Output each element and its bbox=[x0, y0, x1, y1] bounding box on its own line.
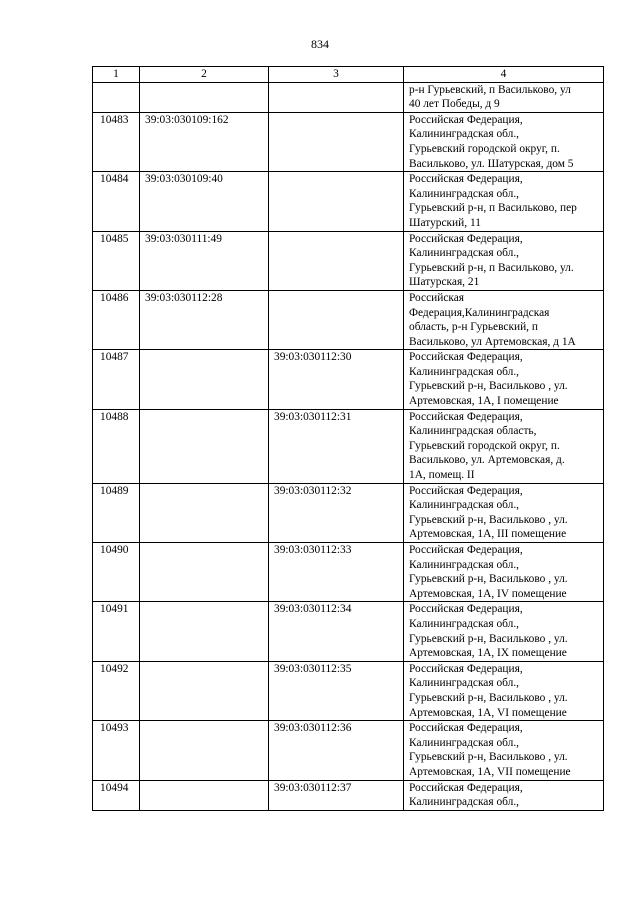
cadastral-number-col3: 39:03:030112:32 bbox=[269, 483, 404, 542]
row-number bbox=[93, 82, 140, 112]
row-number: 10488 bbox=[93, 409, 140, 483]
cadastral-number-col3 bbox=[269, 112, 404, 171]
cadastral-number-col2 bbox=[140, 82, 269, 112]
address-cell: Российская Федерация, Калининградская обл., Гурьевский р-н, Васильково , ул. Артемовская, 1А, IX помещение bbox=[404, 602, 604, 661]
address-cell: Российская Федерация, Калининградская область, Гурьевский городской округ, п. Васильково, ул. Артемовская, д. 1А, помещ. II bbox=[404, 409, 604, 483]
table-row bbox=[93, 483, 604, 542]
column-header-3: 3 bbox=[269, 67, 404, 83]
address-cell: Российская Федерация,Калининградская область, р-н Гурьевский, п Васильково, ул Артемовская, д 1А bbox=[404, 290, 604, 349]
cadastral-number-col2 bbox=[140, 661, 269, 720]
cadastral-number-col2: 39:03:030111:49 bbox=[140, 231, 269, 290]
cadastral-number-col2 bbox=[140, 350, 269, 409]
cadastral-number-col3 bbox=[269, 172, 404, 231]
table-body bbox=[93, 82, 604, 810]
row-number: 10491 bbox=[93, 602, 140, 661]
address-cell: Российская Федерация, Калининградская обл., Гурьевский городской округ, п. Васильково, ул. Шатурская, дом 5 bbox=[404, 112, 604, 171]
column-header-4: 4 bbox=[404, 67, 604, 83]
address-cell: Российская Федерация, Калининградская обл., Гурьевский р-н, Васильково , ул. Артемовская, 1А, VI помещение bbox=[404, 661, 604, 720]
address-cell: Российская Федерация, Калининградская обл., Гурьевский р-н, п Васильково, ул. Шатурская, 21 bbox=[404, 231, 604, 290]
cadastral-number-col2: 39:03:030109:162 bbox=[140, 112, 269, 171]
table-row bbox=[93, 543, 604, 602]
address-cell: Российская Федерация, Калининградская обл., Гурьевский р-н, Васильково , ул. Артемовская, 1А, III помещение bbox=[404, 483, 604, 542]
address-cell: Российская Федерация, Калининградская обл., Гурьевский р-н, п Васильково, пер Шатурский, 11 bbox=[404, 172, 604, 231]
address-cell: р-н Гурьевский, п Васильково, ул 40 лет Победы, д 9 bbox=[404, 82, 604, 112]
row-number: 10486 bbox=[93, 290, 140, 349]
table-row bbox=[93, 290, 604, 349]
cadastral-number-col2 bbox=[140, 602, 269, 661]
row-number: 10494 bbox=[93, 780, 140, 810]
table-row bbox=[93, 602, 604, 661]
table-row bbox=[93, 82, 604, 112]
cadastral-number-col3: 39:03:030112:33 bbox=[269, 543, 404, 602]
cadastral-number-col3: 39:03:030112:36 bbox=[269, 721, 404, 780]
cadastral-number-col2: 39:03:030112:28 bbox=[140, 290, 269, 349]
cadastral-number-col2 bbox=[140, 721, 269, 780]
table-row bbox=[93, 780, 604, 810]
address-cell: Российская Федерация, Калининградская обл., Гурьевский р-н, Васильково , ул. Артемовская, 1А, VII помещение bbox=[404, 721, 604, 780]
cadastral-number-col3: 39:03:030112:30 bbox=[269, 350, 404, 409]
row-number: 10493 bbox=[93, 721, 140, 780]
table-row bbox=[93, 172, 604, 231]
row-number: 10487 bbox=[93, 350, 140, 409]
cadastral-number-col3 bbox=[269, 290, 404, 349]
column-header-2: 2 bbox=[140, 67, 269, 83]
header-row bbox=[93, 67, 604, 83]
row-number: 10492 bbox=[93, 661, 140, 720]
row-number: 10489 bbox=[93, 483, 140, 542]
row-number: 10484 bbox=[93, 172, 140, 231]
cadastral-number-col2 bbox=[140, 780, 269, 810]
table-row bbox=[93, 231, 604, 290]
registry-table bbox=[92, 66, 604, 811]
row-number: 10490 bbox=[93, 543, 140, 602]
cadastral-number-col2 bbox=[140, 543, 269, 602]
cadastral-number-col2 bbox=[140, 409, 269, 483]
cadastral-number-col3: 39:03:030112:37 bbox=[269, 780, 404, 810]
cadastral-number-col3: 39:03:030112:34 bbox=[269, 602, 404, 661]
row-number: 10485 bbox=[93, 231, 140, 290]
cadastral-number-col3 bbox=[269, 82, 404, 112]
cadastral-number-col3 bbox=[269, 231, 404, 290]
cadastral-number-col3: 39:03:030112:35 bbox=[269, 661, 404, 720]
table-row bbox=[93, 661, 604, 720]
table-row bbox=[93, 409, 604, 483]
address-cell: Российская Федерация, Калининградская обл., bbox=[404, 780, 604, 810]
address-cell: Российская Федерация, Калининградская обл., Гурьевский р-н, Васильково , ул. Артемовская, 1А, IV помещение bbox=[404, 543, 604, 602]
table-row bbox=[93, 112, 604, 171]
address-cell: Российская Федерация, Калининградская обл., Гурьевский р-н, Васильково , ул. Артемовская, 1А, I помещение bbox=[404, 350, 604, 409]
row-number: 10483 bbox=[93, 112, 140, 171]
table-header bbox=[93, 67, 604, 83]
cadastral-number-col2 bbox=[140, 483, 269, 542]
column-header-1: 1 bbox=[93, 67, 140, 83]
page-number: 834 bbox=[311, 37, 329, 51]
table-row bbox=[93, 350, 604, 409]
table-row bbox=[93, 721, 604, 780]
cadastral-number-col2: 39:03:030109:40 bbox=[140, 172, 269, 231]
cadastral-number-col3: 39:03:030112:31 bbox=[269, 409, 404, 483]
